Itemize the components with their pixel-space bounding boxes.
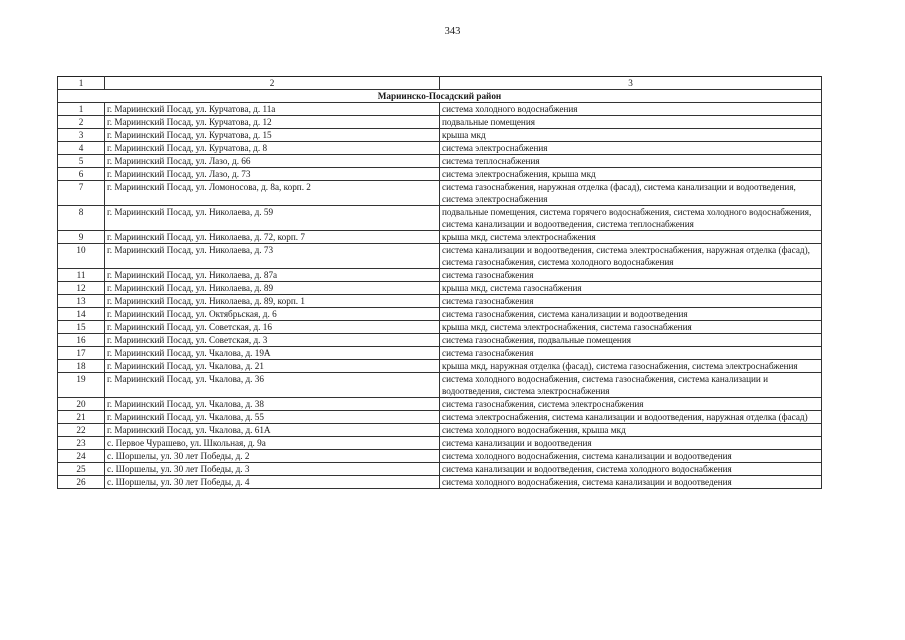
row-systems: система газоснабжения <box>440 347 822 360</box>
table-row <box>58 373 822 398</box>
row-systems: система газоснабжения, подвальные помещения <box>440 334 822 347</box>
table-row <box>58 103 822 116</box>
row-systems: система холодного водоснабжения, крыша мкд <box>440 424 822 437</box>
table-row <box>58 244 822 269</box>
district-heading: Мариинско-Посадский район <box>58 90 822 103</box>
row-systems: система газоснабжения, система канализации и водоотведения <box>440 308 822 321</box>
table-row <box>58 181 822 206</box>
column-number-1: 1 <box>58 77 105 90</box>
table-row <box>58 321 822 334</box>
row-number: 14 <box>58 308 105 321</box>
column-number-row <box>58 77 822 90</box>
row-address: г. Мариинский Посад, ул. Чкалова, д. 36 <box>105 373 440 398</box>
table-row <box>58 411 822 424</box>
table-row <box>58 168 822 181</box>
table-row <box>58 360 822 373</box>
table-row <box>58 437 822 450</box>
row-number: 6 <box>58 168 105 181</box>
row-number: 10 <box>58 244 105 269</box>
row-systems: система канализации и водоотведения, система электроснабжения, наружная отделка (фасад), система газоснабжения, система холодного водоснабжения <box>440 244 822 269</box>
row-systems: система электроснабжения, крыша мкд <box>440 168 822 181</box>
row-number: 11 <box>58 269 105 282</box>
row-number: 2 <box>58 116 105 129</box>
table-row <box>58 282 822 295</box>
row-address: г. Мариинский Посад, ул. Ломоносова, д. 8а, корп. 2 <box>105 181 440 206</box>
table-row <box>58 398 822 411</box>
row-number: 4 <box>58 142 105 155</box>
row-number: 18 <box>58 360 105 373</box>
row-address: г. Мариинский Посад, ул. Николаева, д. 89, корп. 1 <box>105 295 440 308</box>
row-number: 22 <box>58 424 105 437</box>
table-row <box>58 231 822 244</box>
row-systems: крыша мкд, наружная отделка (фасад), система газоснабжения, система электроснабжения <box>440 360 822 373</box>
row-address: с. Шоршелы, ул. 30 лет Победы, д. 4 <box>105 476 440 489</box>
row-address: г. Мариинский Посад, ул. Советская, д. 16 <box>105 321 440 334</box>
row-number: 19 <box>58 373 105 398</box>
row-address: с. Шоршелы, ул. 30 лет Победы, д. 2 <box>105 450 440 463</box>
row-systems: система теплоснабжения <box>440 155 822 168</box>
row-systems: подвальные помещения <box>440 116 822 129</box>
row-systems: система холодного водоснабжения, система канализации и водоотведения <box>440 476 822 489</box>
row-number: 23 <box>58 437 105 450</box>
row-number: 24 <box>58 450 105 463</box>
row-systems: система холодного водоснабжения <box>440 103 822 116</box>
column-number-3: 3 <box>440 77 822 90</box>
table-row <box>58 347 822 360</box>
row-number: 7 <box>58 181 105 206</box>
row-number: 16 <box>58 334 105 347</box>
row-systems: система газоснабжения, наружная отделка (фасад), система канализации и водоотведения, система электроснабжения <box>440 181 822 206</box>
row-number: 15 <box>58 321 105 334</box>
row-systems: система газоснабжения <box>440 269 822 282</box>
row-address: г. Мариинский Посад, ул. Николаева, д. 89 <box>105 282 440 295</box>
row-systems: система холодного водоснабжения, система канализации и водоотведения <box>440 450 822 463</box>
row-systems: крыша мкд, система электроснабжения <box>440 231 822 244</box>
table-row <box>58 450 822 463</box>
row-systems: система газоснабжения <box>440 295 822 308</box>
district-row <box>58 90 822 103</box>
buildings-table <box>57 76 822 489</box>
row-number: 13 <box>58 295 105 308</box>
table-row <box>58 476 822 489</box>
row-number: 20 <box>58 398 105 411</box>
table-row <box>58 142 822 155</box>
row-number: 12 <box>58 282 105 295</box>
table-row <box>58 269 822 282</box>
row-systems: система холодного водоснабжения, система газоснабжения, система канализации и водоотведения, система электроснабжения <box>440 373 822 398</box>
row-systems: подвальные помещения, система горячего водоснабжения, система холодного водоснабжения, система канализации и водоотведения, система теплоснабжения <box>440 206 822 231</box>
row-systems: система канализации и водоотведения, система холодного водоснабжения <box>440 463 822 476</box>
row-address: г. Мариинский Посад, ул. Курчатова, д. 15 <box>105 129 440 142</box>
row-number: 9 <box>58 231 105 244</box>
row-number: 21 <box>58 411 105 424</box>
table-row <box>58 129 822 142</box>
row-systems: система газоснабжения, система электроснабжения <box>440 398 822 411</box>
row-number: 8 <box>58 206 105 231</box>
row-address: г. Мариинский Посад, ул. Советская, д. 3 <box>105 334 440 347</box>
row-number: 1 <box>58 103 105 116</box>
row-systems: крыша мкд, система газоснабжения <box>440 282 822 295</box>
table-row <box>58 424 822 437</box>
row-address: г. Мариинский Посад, ул. Николаева, д. 73 <box>105 244 440 269</box>
table-row <box>58 463 822 476</box>
row-systems: система электроснабжения, система канализации и водоотведения, наружная отделка (фасад) <box>440 411 822 424</box>
row-address: г. Мариинский Посад, ул. Николаева, д. 87а <box>105 269 440 282</box>
row-address: г. Мариинский Посад, ул. Николаева, д. 59 <box>105 206 440 231</box>
row-systems: крыша мкд, система электроснабжения, система газоснабжения <box>440 321 822 334</box>
row-address: г. Мариинский Посад, ул. Октябрьская, д. 6 <box>105 308 440 321</box>
row-number: 25 <box>58 463 105 476</box>
row-address: г. Мариинский Посад, ул. Николаева, д. 72, корп. 7 <box>105 231 440 244</box>
page-number: 343 <box>444 26 461 37</box>
table-row <box>58 295 822 308</box>
row-address: г. Мариинский Посад, ул. Чкалова, д. 19А <box>105 347 440 360</box>
row-address: г. Мариинский Посад, ул. Лазо, д. 73 <box>105 168 440 181</box>
row-address: г. Мариинский Посад, ул. Лазо, д. 66 <box>105 155 440 168</box>
row-systems: система электроснабжения <box>440 142 822 155</box>
table-row <box>58 308 822 321</box>
row-address: с. Первое Чурашево, ул. Школьная, д. 9а <box>105 437 440 450</box>
table-row <box>58 155 822 168</box>
row-address: г. Мариинский Посад, ул. Курчатова, д. 11а <box>105 103 440 116</box>
row-systems: система канализации и водоотведения <box>440 437 822 450</box>
row-address: г. Мариинский Посад, ул. Чкалова, д. 55 <box>105 411 440 424</box>
row-address: г. Мариинский Посад, ул. Чкалова, д. 21 <box>105 360 440 373</box>
row-number: 26 <box>58 476 105 489</box>
row-address: г. Мариинский Посад, ул. Курчатова, д. 12 <box>105 116 440 129</box>
column-number-2: 2 <box>105 77 440 90</box>
row-address: г. Мариинский Посад, ул. Чкалова, д. 61А <box>105 424 440 437</box>
row-address: с. Шоршелы, ул. 30 лет Победы, д. 3 <box>105 463 440 476</box>
row-systems: крыша мкд <box>440 129 822 142</box>
row-number: 3 <box>58 129 105 142</box>
row-address: г. Мариинский Посад, ул. Чкалова, д. 38 <box>105 398 440 411</box>
row-number: 5 <box>58 155 105 168</box>
table-row <box>58 206 822 231</box>
row-number: 17 <box>58 347 105 360</box>
row-address: г. Мариинский Посад, ул. Курчатова, д. 8 <box>105 142 440 155</box>
table-row <box>58 334 822 347</box>
table-row <box>58 116 822 129</box>
